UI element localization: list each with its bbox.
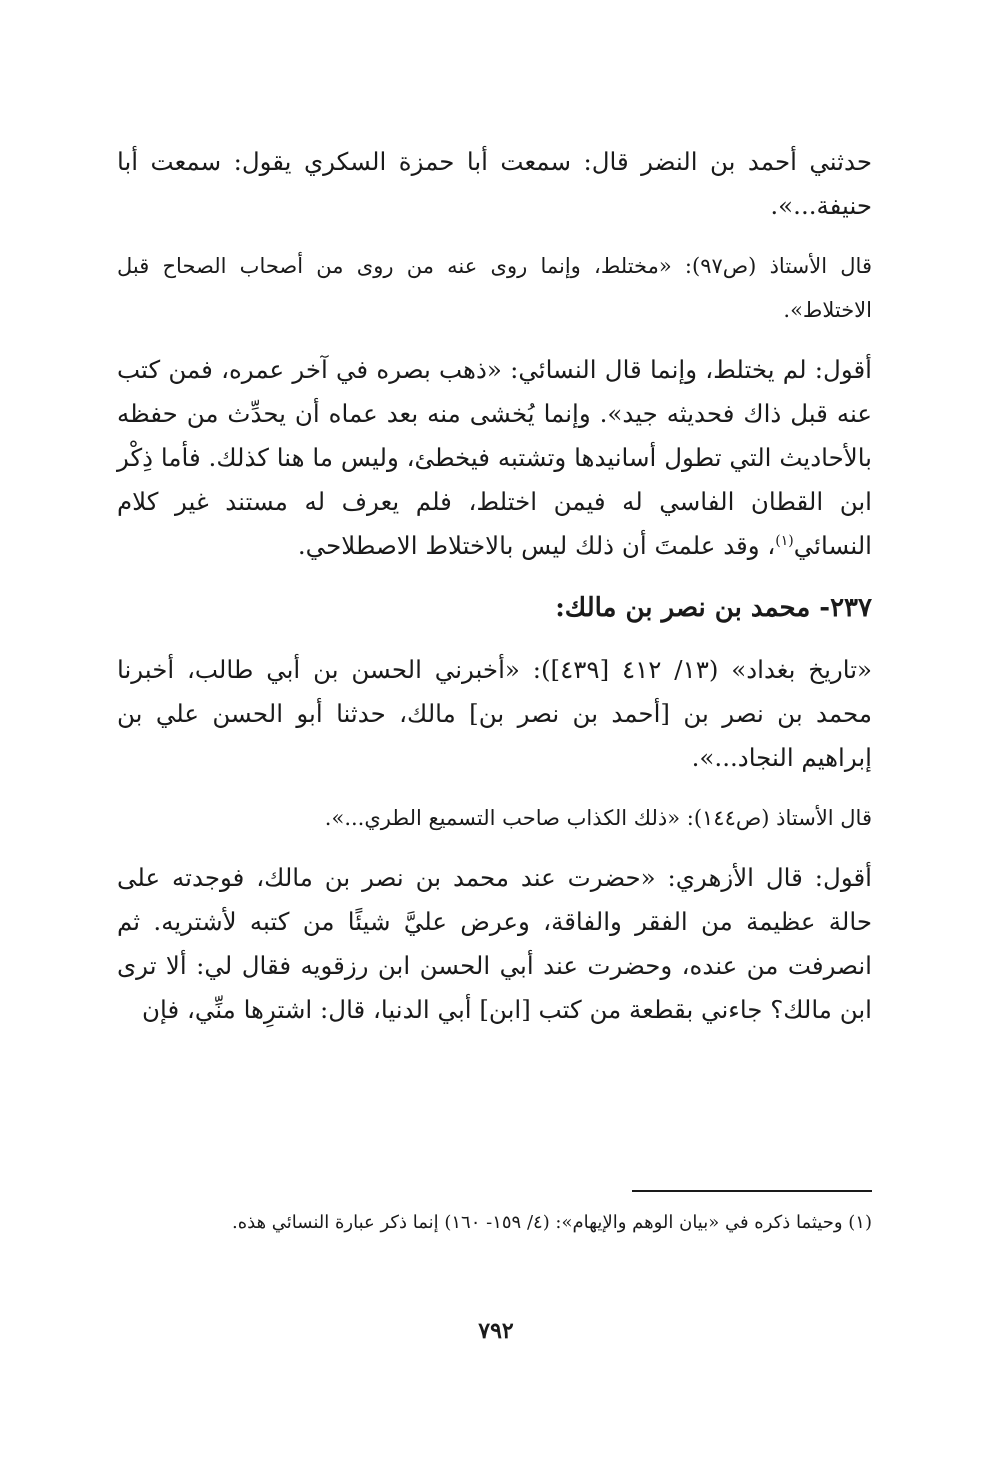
entry-heading: ٢٣٧- محمد بن نصر بن مالك: (555, 593, 872, 623)
footnote: (١) وحيثما ذكره في «بيان الوهم والإيهام»: (٤/ ١٥٩- ١٦٠) إنما ذكر عبارة النسائي هذه. (231, 1212, 872, 1233)
footnote-divider (632, 1190, 872, 1192)
main-text (117, 140, 872, 1048)
paragraph-3-tail: ، وقد علمتَ أن ذلك ليس بالاختلاط الاصطلاحي. (297, 531, 776, 560)
paragraph-3 (117, 348, 872, 568)
paragraph-2: قال الأستاذ (ص٩٧): «مختلط، وإنما روى عنه من روى من أصحاب الصحاح قبل الاختلاط». (117, 254, 872, 322)
page-number: ٧٩٢ (478, 1318, 514, 1344)
footnote-reference: (١) (775, 532, 794, 549)
paragraph-4: «تاريخ بغداد» (١٣/ ٤١٢ [٤٣٩]): «أخبرني الحسن بن أبي طالب، أخبرنا محمد بن نصر بن [أحمد بن نصر بن] مالك، حدثنا أبو الحسن علي بن إبراهيم النجاد...». (117, 655, 873, 772)
paragraph-3-text: أقول: لم يختلط، وإنما قال النسائي: «ذهب بصره في آخر عمره، فمن كتب عنه قبل ذاك فحديثه جيد». وإنما يُخشى منه بعد عماه أن يحدِّث من حفظه بالأحاديث التي تطول أسانيدها وتشتبه فيخطئ، وليس ما هنا كذلك. فأما ذِكْر ابن القطان الفاسي له فيمن اختلط، فلم يعرف له مستند غير كلام النسائي (117, 355, 872, 560)
paragraph-6: أقول: قال الأزهري: «حضرت عند محمد بن نصر بن مالك، فوجدته على حالة عظيمة من الفقر والفاقة، وعرض عليَّ شيئًا من كتبه لأشتريه. ثم انصرفت من عنده، وحضرت عند أبي الحسن ابن رزقويه فقال لي: ألا ترى ابن مالك؟ جاءني بقطعة من كتب [ابن] أبي الدنيا، قال: اشترِها منِّي، فإن (117, 863, 872, 1024)
paragraph-5: قال الأستاذ (ص١٤٤): «ذلك الكذاب صاحب التسميع الطري...». (324, 806, 872, 830)
paragraph-1: حدثني أحمد بن النضر قال: سمعت أبا حمزة السكري يقول: سمعت أبا حنيفة...». (117, 147, 872, 220)
